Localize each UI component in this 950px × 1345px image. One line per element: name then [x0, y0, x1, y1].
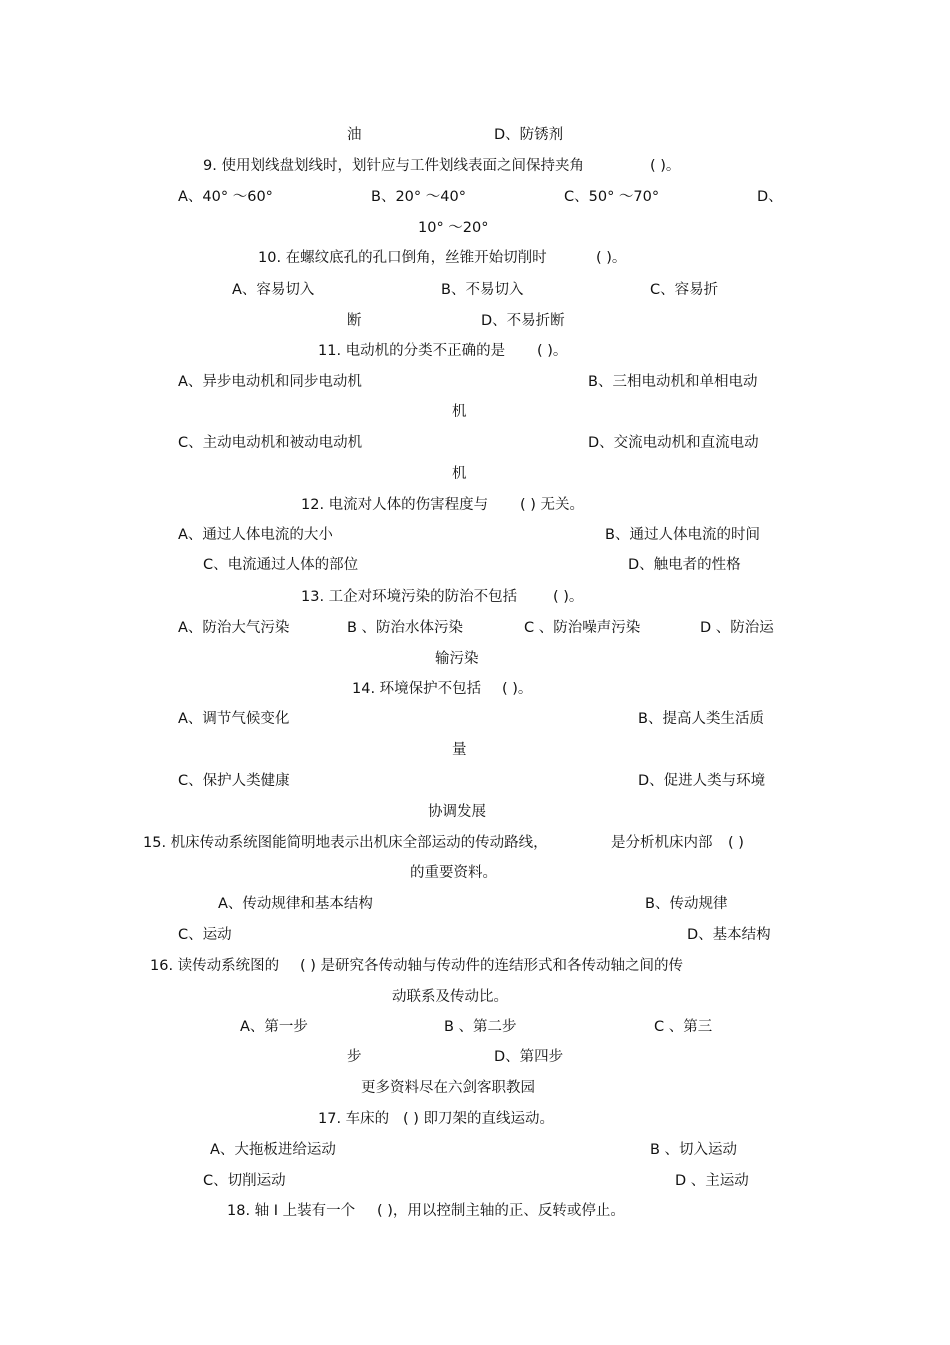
- option-d: D、: [757, 189, 783, 205]
- option-d: D、交流电动机和直流电动: [588, 435, 759, 451]
- footer-note: 更多资料尽在六剑客职教园: [361, 1080, 535, 1096]
- question-15: 15. 机床传动系统图能简明地表示出机床全部运动的传动路线，: [143, 835, 548, 851]
- option-a: A、传动规律和基本结构: [218, 896, 373, 912]
- question-10: 10. 在螺纹底孔的孔口倒角，丝锥开始切削时: [258, 250, 547, 266]
- text-line: 机: [452, 466, 467, 482]
- option-b: B、传动规律: [645, 896, 728, 912]
- text-line: 10° ～20°: [418, 220, 489, 236]
- option-c: C、保护人类健康: [178, 773, 290, 789]
- option-b: B、通过人体电流的时间: [605, 527, 760, 543]
- answer-blank: ( ): [728, 835, 744, 851]
- text-line: ( ) 是研究各传动轴与传动件的连结形式和各传动轴之间的传: [300, 958, 684, 974]
- option-a: A、通过人体电流的大小: [178, 527, 333, 543]
- option-a: A、调节气候变化: [178, 711, 290, 727]
- question-16: 16. 读传动系统图的: [150, 958, 280, 974]
- text-line: 量: [452, 742, 467, 758]
- text-line: 动联系及传动比。: [392, 989, 508, 1005]
- option-a: A、防治大气污染: [178, 620, 290, 636]
- answer-blank: ( ) 无关。: [520, 497, 585, 513]
- option-c: C、运动: [178, 927, 232, 943]
- option-d: D 、主运动: [675, 1173, 749, 1189]
- option-c: C 、防治噪声污染: [524, 620, 641, 636]
- answer-blank: ( )。: [502, 681, 533, 697]
- option-c: C、50° ～70°: [564, 189, 660, 205]
- text-line: 油: [347, 127, 362, 143]
- question-13: 13. 工企对环境污染的防治不包括: [301, 589, 518, 605]
- text-line: 机: [452, 404, 467, 420]
- text-line: ( )，用以控制主轴的正、反转或停止。: [377, 1203, 625, 1219]
- option-b: B 、切入运动: [650, 1142, 738, 1158]
- answer-blank: ( )。: [650, 158, 681, 174]
- option-a: A、40° ～60°: [178, 189, 273, 205]
- text-line: 步: [347, 1049, 362, 1065]
- text-line: ( ) 即刀架的直线运动。: [403, 1111, 555, 1127]
- option-b: B 、防治水体污染: [347, 620, 464, 636]
- option-c: C、切削运动: [203, 1173, 286, 1189]
- text-line: 输污染: [435, 651, 479, 667]
- option-d: D、第四步: [494, 1049, 564, 1065]
- question-12: 12. 电流对人体的伤害程度与: [301, 497, 489, 513]
- answer-blank: ( )。: [553, 589, 584, 605]
- option-d: D、触电者的性格: [628, 557, 741, 573]
- text-line: 的重要资料。: [410, 865, 497, 881]
- option-c: C、主动电动机和被动电动机: [178, 435, 363, 451]
- question-17: 17. 车床的: [318, 1111, 390, 1127]
- question-14: 14. 环境保护不包括: [352, 681, 482, 697]
- option-b: B、20° ～40°: [371, 189, 466, 205]
- answer-blank: ( )。: [596, 250, 627, 266]
- option-b: B 、第二步: [444, 1019, 517, 1035]
- answer-blank: ( )。: [537, 343, 568, 359]
- option-a: A、第一步: [240, 1019, 308, 1035]
- option-d: D、基本结构: [687, 927, 771, 943]
- question-11: 11. 电动机的分类不正确的是: [318, 343, 506, 359]
- option-b: B、不易切入: [441, 282, 524, 298]
- option-a: A、异步电动机和同步电动机: [178, 374, 362, 390]
- option-b: B、提高人类生活质: [638, 711, 764, 727]
- option-d: D、防锈剂: [494, 127, 564, 143]
- option-d: D、不易折断: [481, 313, 565, 329]
- option-a: A、容易切入: [232, 282, 315, 298]
- option-b: B、三相电动机和单相电动: [588, 374, 758, 390]
- option-c: C、电流通过人体的部位: [203, 557, 359, 573]
- question-18: 18. 轴 I 上装有一个: [227, 1203, 356, 1219]
- text-line: 断: [347, 313, 362, 329]
- text-line: 协调发展: [428, 804, 486, 820]
- option-d: D、促进人类与环境: [638, 773, 766, 789]
- text-line: 是分析机床内部: [611, 835, 713, 851]
- option-a: A、大拖板进给运动: [210, 1142, 336, 1158]
- option-c: C 、第三: [654, 1019, 713, 1035]
- question-9: 9. 使用划线盘划线时，划针应与工件划线表面之间保持夹角: [203, 158, 584, 174]
- option-c: C、容易折: [650, 282, 719, 298]
- option-d: D 、防治运: [700, 620, 774, 636]
